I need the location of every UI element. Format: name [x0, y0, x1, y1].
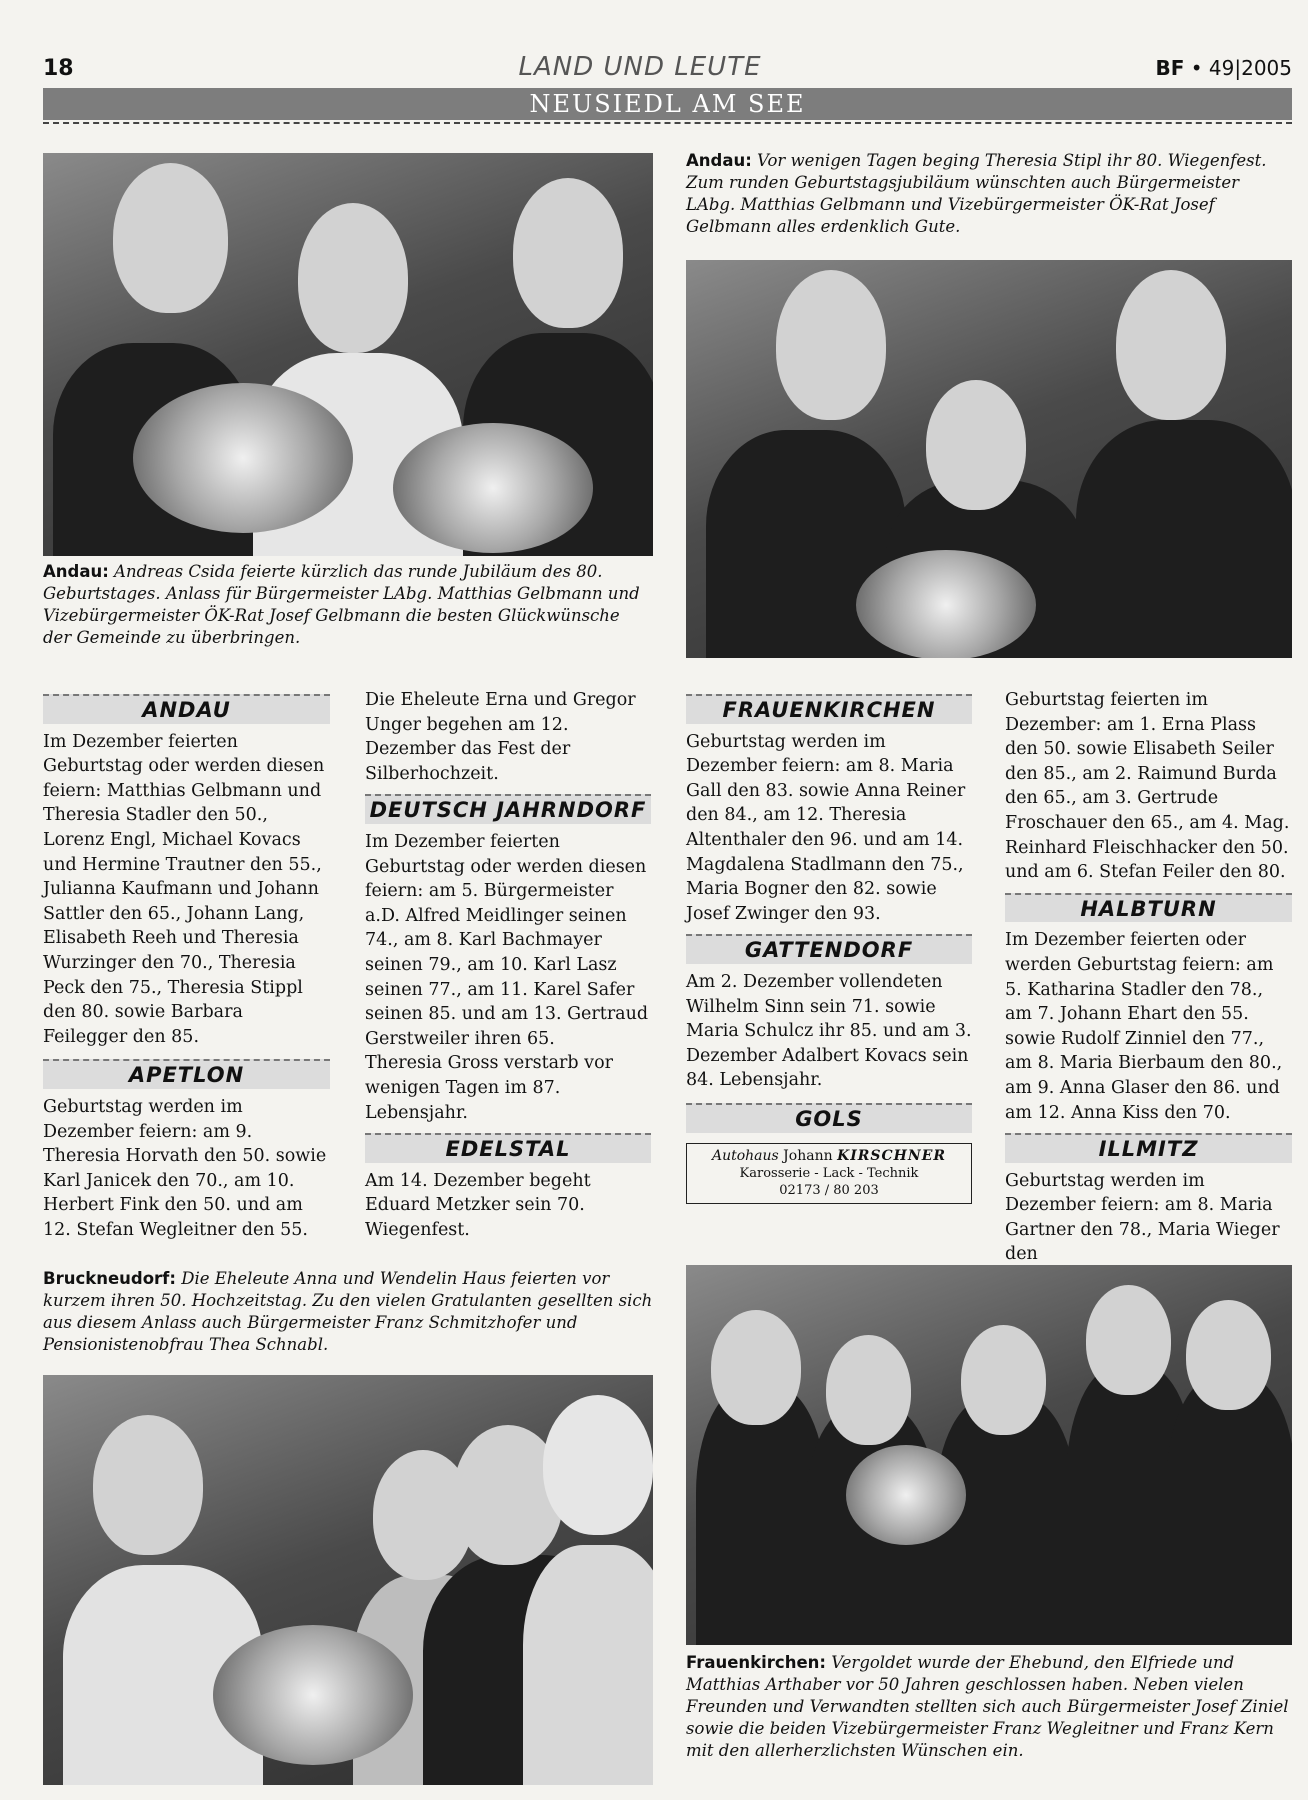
- ad-autohaus-kirschner: [686, 1143, 972, 1204]
- heading-illmitz: ILLMITZ: [1005, 1133, 1292, 1163]
- text-halbturn: Im Dezember feierten oder werden Geburtstag feiern: am 5. Katharina Stadler den 78., am 7. Johann Ehart den 55. sowie Rudolf Zinniel den 77., am 8. Maria Bierbaum den 80., am 9. Anna Glaser den 86. und am 12. Anna Kiss den 70.: [1005, 930, 1283, 1123]
- issue-separator: •: [1190, 56, 1203, 80]
- caption-andau-csida: [43, 561, 653, 649]
- heading-apetlon: APETLON: [43, 1059, 330, 1089]
- caption-place: Andau:: [43, 562, 109, 581]
- caption-andau-stipl: [686, 150, 1292, 238]
- column-4: [1005, 688, 1292, 1267]
- ad-prefix: Autohaus: [711, 1147, 779, 1164]
- ad-name: KIRSCHNER: [837, 1147, 947, 1164]
- text-apetlon: Geburtstag werden im Dezember feiern: am 9. Theresia Horvath den 50. sowie Karl Janicek den 70., am 10. Herbert Fink den 50. und am 12. Stefan Wegleitner den 55.: [43, 1096, 327, 1240]
- caption-place: Frauenkirchen:: [686, 1653, 827, 1672]
- caption-text: Die Eheleute Anna und Wendelin Haus feierten vor kurzem ihren 50. Hochzeitstag. Zu den vielen Gratulanten gesellten sich aus diesem Anlass auch Bürgermeister Franz Schmitzhofer und Pensionistenobfrau Thea Schnabl.: [43, 1269, 653, 1354]
- heading-andau: ANDAU: [43, 694, 330, 724]
- caption-text: Vergoldet wurde der Ehebund, den Elfriede und Matthias Arthaber vor 50 Jahren geschlossen haben. Neben vielen Freunden und Verwandten stellten sich auch Bürgermeister Josef Ziniel sowie die beiden Vizebürgermeister Franz Wegleitner und Franz Kern mit den allerherzlichsten Wünschen ein.: [686, 1653, 1289, 1760]
- column-3: [686, 688, 972, 1204]
- photo-frauenkirchen: [686, 1265, 1292, 1645]
- heading-frauenkirchen: FRAUENKIRCHEN: [686, 694, 972, 724]
- text-gattendorf: Am 2. Dezember vollendeten Wilhelm Sinn sein 71. sowie Maria Schulcz ihr 85. und am 3. Dezember Adalbert Kovacs sein 84. Lebensjahr.: [686, 971, 972, 1091]
- text-frauenkirchen: Geburtstag werden im Dezember feiern: am 8. Maria Gall den 83. sowie Anna Reiner den 84., am 12. Theresia Altenthaler den 96. und am 14. Magdalena Stadlmann den 75., Maria Bogner den 82. sowie Josef Zwinger den 93.: [686, 731, 966, 924]
- caption-bruckneudorf: [43, 1268, 653, 1356]
- column-1: [43, 688, 330, 1242]
- column-2: [365, 688, 651, 1242]
- region-banner: NEUSIEDL AM SEE: [43, 88, 1292, 120]
- caption-place: Andau:: [686, 151, 752, 170]
- caption-text: Vor wenigen Tagen beging Theresia Stipl ihr 80. Wiegenfest. Zum runden Geburtstagsjubiläum wünschten auch Bürgermeister LAbg. Matthias Gelbmann und Vizebürgermeister ÖK-Rat Josef Gelbmann alles erdenklich Gute.: [686, 151, 1267, 236]
- caption-text: Andreas Csida feierte kürzlich das runde Jubiläum des 80. Geburtstages. Anlass für Bürgermeister LAbg. Matthias Gelbmann und Vizebürgermeister ÖK-Rat Josef Gelbmann die besten Glückwünsche der Gemeinde zu überbringen.: [43, 562, 640, 647]
- text-frauenkirchen-cont: Geburtstag feierten im Dezember: am 1. Erna Plass den 50. sowie Elisabeth Seiler den 85., am 2. Raimund Burda den 65., am 3. Gertrude Froschauer den 65., am 4. Mag. Reinhard Fleischhacker den 50. und am 6. Stefan Feiler den 80.: [1005, 690, 1290, 883]
- heading-gattendorf: GATTENDORF: [686, 934, 972, 964]
- heading-edelstal: EDELSTAL: [365, 1133, 651, 1163]
- text-edelstal: Am 14. Dezember begeht Eduard Metzker sein 70. Wiegenfest.: [365, 1170, 591, 1240]
- page-number: 18: [43, 56, 74, 81]
- ad-company-line: [687, 1148, 971, 1165]
- section-title: LAND UND LEUTE: [518, 52, 762, 82]
- text-deutsch-jahrndorf: Im Dezember feierten Geburtstag oder werden diesen feiern: am 5. Bürgermeister a.D. Alfred Meidlinger seinen 74., am 8. Karl Bachmayer seinen 79., am 10. Karl Lasz seinen 77., am 11. Karel Safer seinen 85. und am 13. Gertraud Gerstweiler ihren 65.: [365, 831, 649, 1049]
- text-andau-silberhochzeit: Die Eheleute Erna und Gregor Unger begehen am 12. Dezember das Fest der Silberhochzeit.: [365, 690, 636, 784]
- ad-services: Karosserie - Lack - Technik: [739, 1165, 919, 1181]
- issue-number: 49|2005: [1208, 56, 1292, 80]
- ad-phone: 02173 / 80 203: [779, 1182, 879, 1198]
- ad-first-name: Johann: [778, 1147, 838, 1164]
- heading-gols: GOLS: [686, 1103, 972, 1133]
- publication-name: BF: [1155, 56, 1185, 80]
- region-divider: [43, 122, 1292, 124]
- text-deutsch-jahrndorf-gross: Theresia Gross verstarb vor wenigen Tagen im 87. Lebensjahr.: [365, 1053, 613, 1123]
- photo-andau-csida: [43, 153, 653, 556]
- text-illmitz: Geburtstag werden im Dezember feiern: am 8. Maria Gartner den 78., Maria Wieger den: [1005, 1170, 1280, 1265]
- caption-frauenkirchen: [686, 1652, 1292, 1762]
- issue-info: [1155, 56, 1292, 80]
- heading-deutsch-jahrndorf: DEUTSCH JAHRNDORF: [365, 794, 651, 824]
- photo-andau-stipl: [686, 260, 1292, 658]
- heading-halbturn: HALBTURN: [1005, 893, 1292, 923]
- caption-place: Bruckneudorf:: [43, 1269, 176, 1288]
- photo-bruckneudorf: [43, 1375, 653, 1785]
- text-andau: Im Dezember feierten Geburtstag oder werden diesen feiern: Matthias Gelbmann und Theresia Stadler den 50., Lorenz Engl, Michael Kovacs und Hermine Trautner den 55., Julianna Kaufmann und Johann Sattler den 65., Johann Lang, Elisabeth Reeh und Theresia Wurzinger den 70., Theresia Peck den 75., Theresia Stippl den 80. sowie Barbara Feilegger den 85.: [43, 731, 325, 1047]
